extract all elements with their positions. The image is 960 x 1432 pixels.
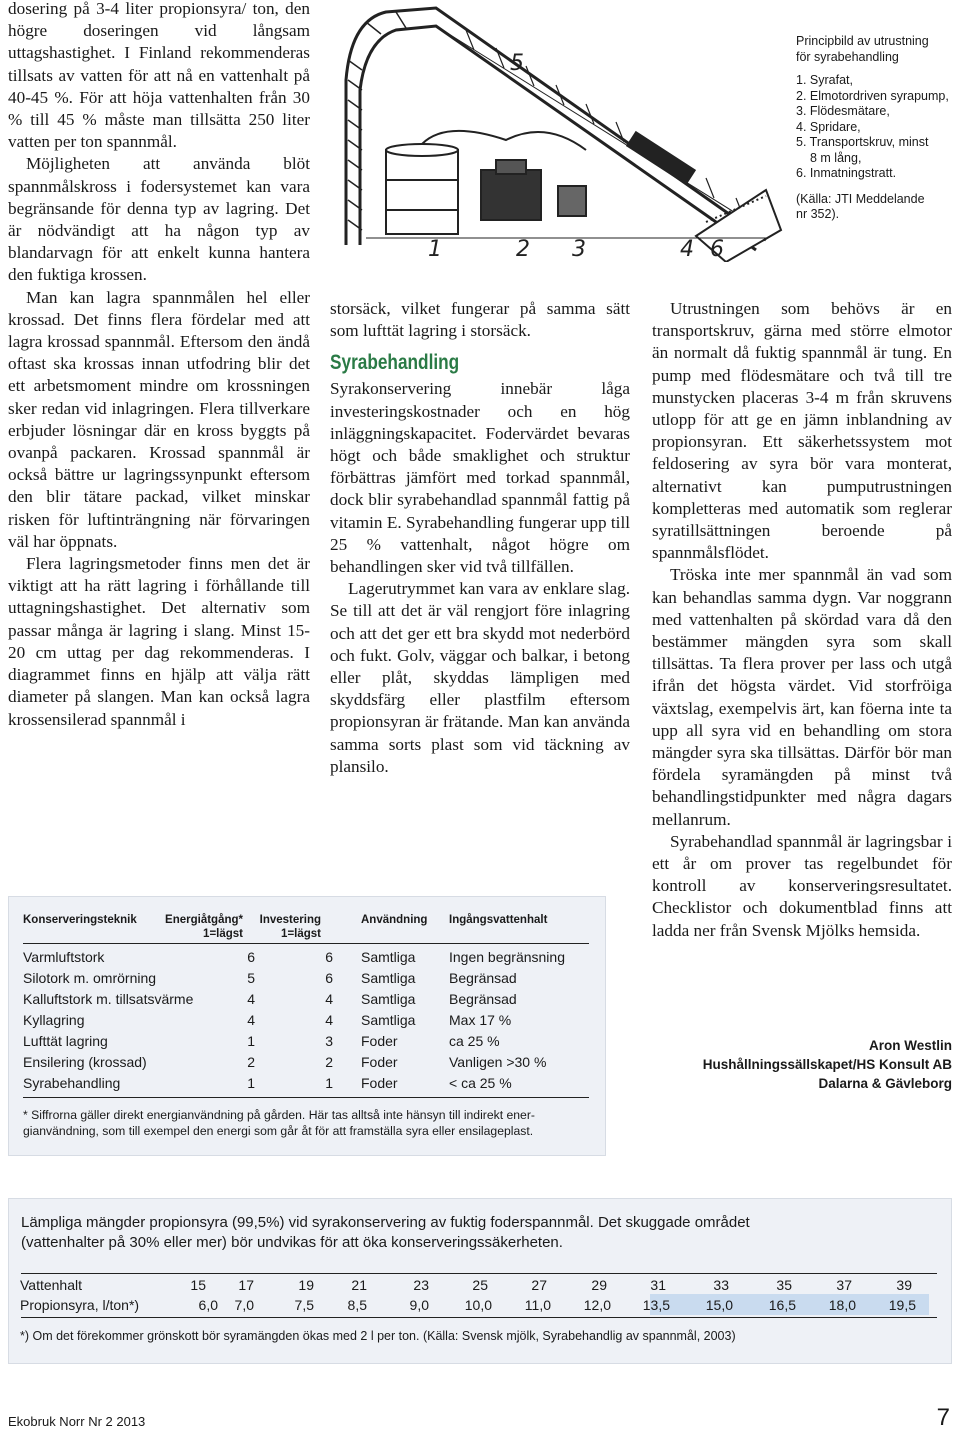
acid-amount-row	[20, 1295, 936, 1315]
cell-moisture: Vanligen >30 %	[449, 1054, 547, 1070]
col1-paragraph: Möjligheten att använda blöt spannmålskross i fodersystemet kan vara begränsande för denna typ av lagring. Det är nödvändigt att ha någon typ av blandarvagn för att enkelt kunna hantera den fuktiga krossen.	[8, 154, 310, 285]
cell-technique: Ensilering (krossad)	[23, 1054, 147, 1070]
header-investment	[249, 913, 321, 941]
cell-investment: 3	[325, 1033, 333, 1049]
caption-source-line: nr 352).	[796, 207, 840, 221]
figure-label-4: 4	[680, 237, 694, 262]
table-row	[23, 947, 593, 967]
header-usage: Användning	[361, 914, 428, 926]
acid-barrel-drawing	[386, 144, 458, 234]
table-row	[23, 1010, 593, 1030]
cell-technique: Kalluftstork m. tillsatsvärme	[23, 991, 194, 1007]
table-rule	[21, 1273, 937, 1274]
author-organization: Hushållningssällskapet/HS Konsult AB	[702, 1057, 952, 1072]
box-title	[21, 1213, 921, 1253]
table-row	[23, 1073, 593, 1093]
col3-paragraph: Syrabehandlad spannmål är lagringsbar i ett år om prover tas regelbundet för kontroll av konserveringsresultatet. Checklistor och dokumentblad finns att ladda ner från Svensk Mjölks hemsida.	[652, 831, 952, 940]
moisture-value: 33	[713, 1277, 729, 1293]
author-block	[700, 1036, 952, 1093]
table-row	[23, 968, 593, 988]
cell-energy: 2	[247, 1054, 255, 1070]
publication-name: Ekobruk Norr Nr 2 2013	[8, 1414, 146, 1429]
acid-value: 8,5	[347, 1297, 367, 1313]
cell-investment: 4	[325, 1012, 333, 1028]
moisture-value: 37	[836, 1277, 852, 1293]
caption-title-line: Principbild av utrustning	[796, 34, 929, 48]
acid-value: 13,5	[642, 1297, 670, 1313]
moisture-value: 29	[591, 1277, 607, 1293]
header-energy	[163, 913, 243, 941]
caption-item: 2. Elmotordriven syrapump,	[796, 88, 949, 103]
figure-caption	[796, 34, 960, 223]
moisture-value: 19	[298, 1277, 314, 1293]
table-rule	[21, 1317, 937, 1318]
col3-paragraph: Tröska inte mer spannmål än vad som kan behandlas samma dygn. Var noggrann med vattenhalten på skördad vara då den bestämmer mängden syra som skall tillsättas. Ta flera prover per lass och utgå ifrån det högsta värdet. Vid storfröiga växtslag, exempelvis ärt, kan föerna inte ta upp all syra vid en behandling om stora mängder syra ska tillsättas. Därför bör man fördela syramängden på minst två behandlingstidpunkter med några dagars mellanrum.	[652, 565, 952, 829]
flow-meter-drawing	[558, 186, 586, 216]
figure-label-2: 2	[516, 237, 530, 262]
cell-technique: Varmluftstork	[23, 949, 105, 965]
cell-moisture: Begränsad	[449, 970, 517, 986]
figure-label-5: 5	[510, 51, 524, 76]
caption-source-line: (Källa: JTI Meddelande	[796, 191, 925, 206]
moisture-value: 31	[650, 1277, 666, 1293]
table-rule	[23, 943, 589, 944]
cell-usage: Foder	[361, 1054, 398, 1070]
footnote-line: gianvändning, som till exempel den energi som går åt för att framställa syra eller ensilageplast.	[23, 1124, 534, 1138]
cell-usage: Samtliga	[361, 970, 416, 986]
cell-technique: Silotork m. omrörning	[23, 970, 157, 986]
caption-item: 6. Inmatningstratt.	[796, 166, 897, 180]
caption-item: 5. Transportskruv, minst	[796, 135, 929, 149]
cell-moisture: Ingen begränsning	[449, 949, 565, 965]
cell-usage: Foder	[361, 1033, 398, 1049]
header-moisture: Ingångsvattenhalt	[449, 914, 548, 926]
cell-moisture: < ca 25 %	[449, 1075, 512, 1091]
header-investment-line2: 1=lägst	[281, 928, 321, 940]
conservation-table	[8, 896, 606, 1156]
cell-energy: 1	[247, 1075, 255, 1091]
table-row	[23, 989, 593, 1009]
col2-intro: storsäck, vilket fungerar på samma sätt som lufttät lagring i storsäck.	[330, 299, 630, 341]
col3-paragraph: Utrustningen som behövs är en transportskruv, gärna med större elmotor än normalt då fuktig spannmål är tung. En pump med flödesmätare och två till tre munstycken placeras 3-4 m från skruvens utlopp för att ge en jämn inblandning av propionsyran. Ett säkerhetssystem mot feldosering av syra bör vara monterat, alternativt kan pumputrustningen kompletteras med automatik som reglerar syratillsättningen beroende på spannmålsflödet.	[652, 299, 952, 563]
cell-energy: 1	[247, 1033, 255, 1049]
header-technique: Konserveringsteknik	[23, 914, 137, 926]
moisture-value: 27	[531, 1277, 547, 1293]
col1-paragraph: dosering på 3-4 liter propionsyra/ ton, den högre doseringen vid långsam uttagshastighet. I Finland rekommenderas tillsats av vatten för att nå en vattenhalt på 40-45 %. För att höja vattenhalten från 30 % till 45 % måste man tillsätta 250 liter vatten per ton spannmål.	[8, 0, 310, 152]
article-column-3	[652, 298, 952, 942]
acid-value: 15,0	[705, 1297, 733, 1313]
cell-technique: Kyllagring	[23, 1012, 85, 1028]
cell-technique: Lufttät lagring	[23, 1033, 108, 1049]
cell-moisture: Max 17 %	[449, 1012, 512, 1028]
page-number: 7	[936, 1404, 950, 1431]
table-row	[23, 1031, 593, 1051]
cell-moisture: ca 25 %	[449, 1033, 500, 1049]
moisture-value: 23	[413, 1277, 429, 1293]
moisture-value: 39	[896, 1277, 912, 1293]
header-energy-line2: 1=lägst	[203, 928, 243, 940]
caption-items	[796, 73, 960, 182]
box-title-line: Lämpliga mängder propionsyra (99,5%) vid syrakonservering av fuktig foderspannmål. Det skuggade området	[21, 1214, 750, 1231]
cell-energy: 4	[247, 1012, 255, 1028]
table-rule	[23, 1097, 589, 1098]
header-energy-line1: Energiåtgång*	[165, 914, 243, 926]
acid-value: 7,0	[234, 1297, 254, 1313]
section-heading: Syrabehandling	[330, 351, 460, 375]
cell-usage: Samtliga	[361, 991, 416, 1007]
header-investment-line1: Investering	[259, 914, 321, 926]
moisture-value: 15	[190, 1277, 206, 1293]
footnote-line: * Siffrorna gäller direkt energianvändning på gården. Här tas alltså inte hänsyn till indirekt ener-	[23, 1108, 535, 1122]
caption-item: 1. Syrafat,	[796, 73, 853, 87]
figure-label-3: 3	[572, 237, 586, 262]
acid-value: 16,5	[768, 1297, 796, 1313]
cell-investment: 2	[325, 1054, 333, 1070]
acid-value: 10,0	[464, 1297, 492, 1313]
cell-usage: Samtliga	[361, 1012, 416, 1028]
acid-value: 18,0	[828, 1297, 856, 1313]
cell-energy: 5	[247, 970, 255, 986]
cell-investment: 6	[325, 970, 333, 986]
moisture-value: 21	[351, 1277, 367, 1293]
cell-energy: 4	[247, 991, 255, 1007]
caption-item: 8 m lång,	[810, 150, 862, 165]
acid-value: 19,5	[888, 1297, 916, 1313]
acid-value: 12,0	[583, 1297, 611, 1313]
cell-technique: Syrabehandling	[23, 1075, 121, 1091]
table-footnote	[23, 1107, 593, 1139]
acid-value: 6,0	[198, 1297, 218, 1313]
spreader-drawing	[627, 132, 694, 184]
col2-paragraph: Lagerutrymmet kan vara av enklare slag. Se till att det är väl rengjort före inlagring och att det ger ett bra skydd mot nederbörd och fukt. Golv, väggar och balkar, i betong eller plåt, skyddas lämpligen med skyddsfärg eller plastfilm eftersom propionsyran är frätande. Man kan använda samma sorts plast som vid täckning av plansilo.	[330, 579, 630, 776]
col2-paragraph: Syrakonservering innebär låga investeringskostnader och en hög inläggningskapacitet. Fodervärdet bevaras högt och både smaklighet och struktur förbättras jämfört med torkad spannmål, dock blir syrabehandlad spannmål fattig på vitamin E. Syrabehandling fungerar upp till 25 % vattenhalt, något högre om behandlingen sker vid två tillfällen.	[330, 379, 630, 577]
acid-value: 11,0	[524, 1297, 551, 1313]
moisture-row	[20, 1275, 936, 1295]
cell-investment: 4	[325, 991, 333, 1007]
cell-energy: 6	[247, 949, 255, 965]
moisture-value: 35	[776, 1277, 792, 1293]
acid-value: 9,0	[409, 1297, 429, 1313]
caption-item: 3. Flödesmätare,	[796, 104, 890, 118]
author-name: Aron Westlin	[868, 1038, 952, 1053]
table-row	[23, 1052, 593, 1072]
figure-label-6: 6	[710, 237, 724, 262]
figure-label-1: 1	[428, 237, 442, 262]
box-title-line: (vattenhalter på 30% eller mer) bör undvikas för att öka konserveringssäkerheten.	[21, 1234, 563, 1251]
equipment-illustration	[326, 0, 786, 262]
moisture-value: 25	[472, 1277, 488, 1293]
row-label: Propionsyra, l/ton*)	[20, 1297, 140, 1313]
caption-title-line: för syrabehandling	[796, 49, 899, 64]
cell-usage: Samtliga	[361, 949, 416, 965]
cell-investment: 6	[325, 949, 333, 965]
author-region: Dalarna & Gävleborg	[818, 1076, 952, 1091]
cell-investment: 1	[325, 1075, 333, 1091]
box-footnote: *) Om det förekommer grönskott bör syramängden ökas med 2 l per ton. (Källa: Svensk mjölk, Syrabehandlig av spannmål, 2003)	[20, 1329, 736, 1343]
article-column-2	[330, 298, 630, 778]
col1-paragraph: Man kan lagra spannmålen hel eller krossad. Det finns flera fördelar med att lagra krossad spannmål. Eftersom den ändå oftast ska krossas innan utfodring blir det ett arbetsmoment mindre om krossningen sker redan vid inlagringen. Flera tillverkare erbjuder lösningar där en kross byggts på ovanpå packaren. Krossad spannmål är också bättre ur lagringssynpunkt eftersom den blir tätare packad, vilket minskar risken för luftinträngning när förvaringen väl har öppnats.	[8, 287, 310, 551]
moisture-value: 17	[238, 1277, 254, 1293]
cell-moisture: Begränsad	[449, 991, 517, 1007]
cell-usage: Foder	[361, 1075, 398, 1091]
acid-value: 7,5	[294, 1297, 314, 1313]
caption-item: 4. Spridare,	[796, 119, 861, 134]
col1-paragraph: Flera lagringsmetoder finns men det är viktigt att ha rätt lagring i förhållande till uttagningshastighet. Det alternativ som passar många är lagring i slang. Minst 15-20 cm uttag per dag rekommenderas. I diagrammet finns en hjälp att välja rätt diameter på slangen. Man kan också lagra krossensilerad spannmål i	[8, 554, 310, 729]
row-label: Vattenhalt	[20, 1277, 83, 1293]
article-column-1	[8, 0, 310, 731]
